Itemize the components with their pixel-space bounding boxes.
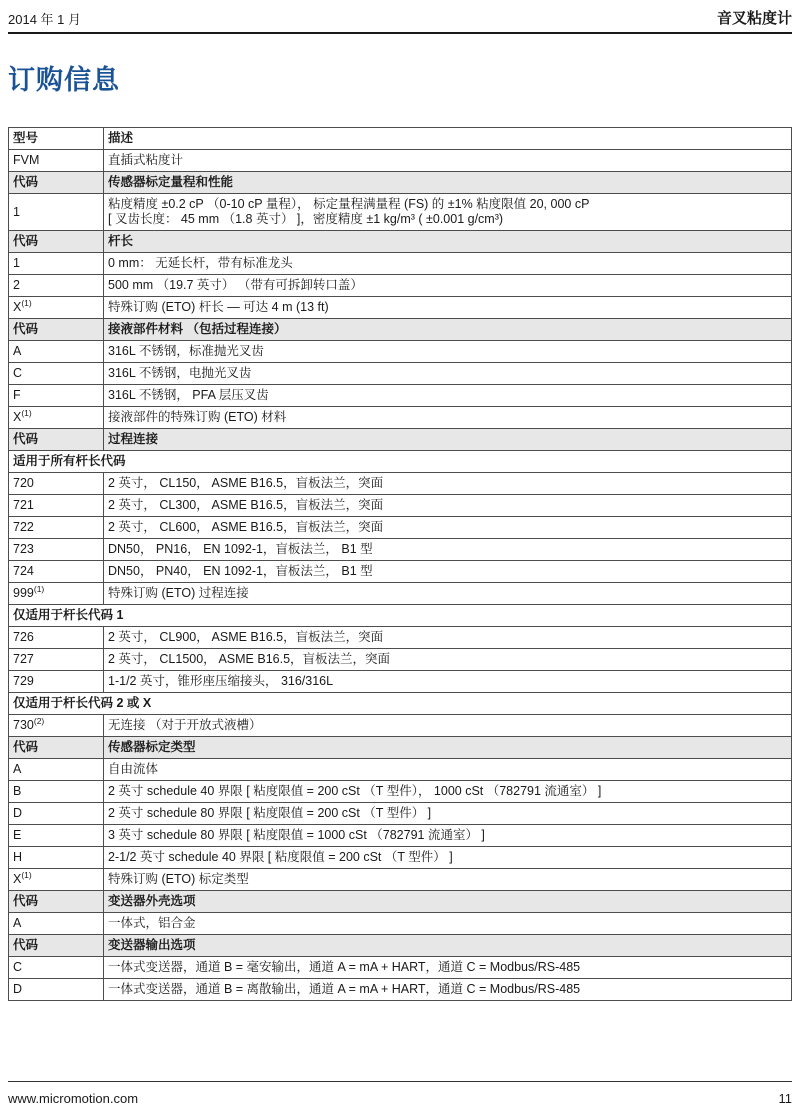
code-text: 代码	[13, 938, 39, 952]
description-cell: 接液部件材料 （包括过程连接）	[104, 319, 792, 341]
description-cell: 接液部件的特殊订购 (ETO) 材料	[104, 407, 792, 429]
description-cell: DN50， PN16， EN 1092-1，盲板法兰， B1 型	[104, 539, 792, 561]
table-row	[9, 979, 792, 1001]
code-text: 722	[13, 520, 34, 534]
table-row	[9, 627, 792, 649]
code-cell	[9, 781, 104, 803]
table-row	[9, 473, 792, 495]
description-cell: 变送器输出选项	[104, 935, 792, 957]
code-cell	[9, 583, 104, 605]
description-line: 粘度精度 ±0.2 cP （0-10 cP 量程）， 标定量程满量程 (FS) 的 ±1% 粘度限值 20, 000 cP	[108, 197, 590, 211]
code-cell	[9, 473, 104, 495]
code-text: A	[13, 344, 22, 358]
table-row	[9, 341, 792, 363]
table-row	[9, 891, 792, 913]
description-cell: 一体式变送器，通道 B = 毫安输出，通道 A = mA + HART，通道 C = Modbus/RS-485	[104, 957, 792, 979]
table-row	[9, 429, 792, 451]
code-cell	[9, 253, 104, 275]
table-row	[9, 583, 792, 605]
description-cell: 2 英寸， CL600， ASME B16.5，盲板法兰，突面	[104, 517, 792, 539]
table-row	[9, 825, 792, 847]
code-cell	[9, 495, 104, 517]
page-header	[8, 0, 792, 34]
description-cell: 传感器标定量程和性能	[104, 172, 792, 194]
table-row	[9, 803, 792, 825]
table-row	[9, 957, 792, 979]
description-cell: 无连接 （对于开放式液槽）	[104, 715, 792, 737]
code-cell	[9, 935, 104, 957]
description-cell: 变送器外壳选项	[104, 891, 792, 913]
code-text: 2	[13, 278, 20, 292]
code-text: 720	[13, 476, 34, 490]
header-product-title: 音叉粘度计	[716, 10, 792, 27]
code-cell	[9, 649, 104, 671]
table-row	[9, 231, 792, 253]
description-cell: 500 mm （19.7 英寸） （带有可拆卸转口盖）	[104, 275, 792, 297]
description-cell: 一体式，铝合金	[104, 913, 792, 935]
description-cell: 2 英寸， CL300， ASME B16.5，盲板法兰，突面	[104, 495, 792, 517]
table-row	[9, 253, 792, 275]
table-row	[9, 869, 792, 891]
description-cell: 3 英寸 schedule 80 界限 [ 粘度限值 = 1000 cSt （782791 流通室） ]	[104, 825, 792, 847]
code-text: 1	[13, 256, 20, 270]
code-cell	[9, 539, 104, 561]
code-text: 726	[13, 630, 34, 644]
code-cell	[9, 429, 104, 451]
code-text: 727	[13, 652, 34, 666]
table-row	[9, 649, 792, 671]
table-row	[9, 297, 792, 319]
table-row	[9, 172, 792, 194]
table-row	[9, 737, 792, 759]
page-title: 订购信息	[8, 65, 120, 95]
description-cell: 2 英寸 schedule 80 界限 [ 粘度限值 = 200 cSt （T 型件） ]	[104, 803, 792, 825]
description-cell: 1-1/2 英寸，锥形座压缩接头， 316/316L	[104, 671, 792, 693]
code-text: E	[13, 828, 22, 842]
code-text: 代码	[13, 322, 39, 336]
code-text: H	[13, 850, 23, 864]
footer-url[interactable]: www.micromotion.com	[8, 1091, 139, 1106]
code-cell	[9, 891, 104, 913]
description-cell: 特殊订购 (ETO) 标定类型	[104, 869, 792, 891]
description-cell: 特殊订购 (ETO) 杆长 — 可达 4 m (13 ft)	[104, 297, 792, 319]
code-cell	[9, 913, 104, 935]
description-cell: 传感器标定类型	[104, 737, 792, 759]
code-cell	[9, 517, 104, 539]
code-cell	[9, 759, 104, 781]
description-cell	[104, 194, 792, 231]
code-text: X	[13, 410, 22, 424]
table-row	[9, 451, 792, 473]
group-label-cell: 仅适用于杆长代码 2 或 X	[9, 693, 792, 715]
footer-page-number: 11	[778, 1091, 792, 1106]
code-text: D	[13, 982, 23, 996]
code-footnote-marker: (2)	[33, 715, 45, 726]
ordering-info-table	[8, 127, 792, 1001]
description-cell: 2 英寸 schedule 40 界限 [ 粘度限值 = 200 cSt （T 型件）， 1000 cSt （782791 流通室） ]	[104, 781, 792, 803]
code-cell	[9, 671, 104, 693]
description-cell: 描述	[104, 128, 792, 150]
code-cell	[9, 341, 104, 363]
table-row	[9, 847, 792, 869]
header-date: 2014 年 1 月	[8, 12, 81, 27]
code-footnote-marker: (1)	[21, 869, 32, 880]
code-text: B	[13, 784, 22, 798]
table-row	[9, 561, 792, 583]
code-text: D	[13, 806, 23, 820]
code-text: 型号	[13, 131, 39, 145]
table-row	[9, 715, 792, 737]
description-cell: 2 英寸， CL1500， ASME B16.5，盲板法兰，突面	[104, 649, 792, 671]
page-footer	[8, 1081, 792, 1114]
code-cell	[9, 231, 104, 253]
table-row	[9, 913, 792, 935]
code-cell	[9, 979, 104, 1001]
code-text: 723	[13, 542, 34, 556]
group-label-cell: 仅适用于杆长代码 1	[9, 605, 792, 627]
code-cell	[9, 803, 104, 825]
code-cell	[9, 869, 104, 891]
description-cell: 316L 不锈钢，标准抛光叉齿	[104, 341, 792, 363]
description-cell: 2-1/2 英寸 schedule 40 界限 [ 粘度限值 = 200 cSt （T 型件） ]	[104, 847, 792, 869]
table-row	[9, 385, 792, 407]
table-row	[9, 935, 792, 957]
group-label-cell: 适用于所有杆长代码	[9, 451, 792, 473]
code-text: 729	[13, 674, 34, 688]
code-cell	[9, 363, 104, 385]
code-cell	[9, 627, 104, 649]
code-cell	[9, 172, 104, 194]
code-footnote-marker: (1)	[21, 407, 32, 418]
table-row	[9, 319, 792, 341]
description-cell: 0 mm： 无延长杆，带有标准龙头	[104, 253, 792, 275]
table-row	[9, 671, 792, 693]
ordering-table-body	[9, 128, 792, 1001]
code-text: C	[13, 960, 23, 974]
table-row	[9, 407, 792, 429]
code-text: A	[13, 916, 22, 930]
code-cell	[9, 957, 104, 979]
code-text: X	[13, 872, 22, 886]
code-text: 1	[13, 204, 20, 219]
table-row	[9, 363, 792, 385]
code-text: C	[13, 366, 23, 380]
code-cell	[9, 825, 104, 847]
code-text: FVM	[13, 153, 40, 167]
description-cell: 自由流体	[104, 759, 792, 781]
description-line: [ 叉齿长度： 45 mm （1.8 英寸） ]，密度精度 ±1 kg/m³ ( ±0.001 g/cm³)	[108, 212, 504, 226]
description-cell: DN50， PN40， EN 1092-1，盲板法兰， B1 型	[104, 561, 792, 583]
table-row	[9, 275, 792, 297]
code-cell	[9, 715, 104, 737]
code-text: 代码	[13, 234, 39, 248]
description-cell: 2 英寸， CL150， ASME B16.5，盲板法兰，突面	[104, 473, 792, 495]
table-row	[9, 194, 792, 231]
code-text: 721	[13, 498, 34, 512]
description-cell: 2 英寸， CL900， ASME B16.5，盲板法兰，突面	[104, 627, 792, 649]
table-row	[9, 495, 792, 517]
code-text: 代码	[13, 740, 39, 754]
code-text: F	[13, 388, 21, 402]
code-footnote-marker: (1)	[33, 583, 45, 594]
description-cell: 过程连接	[104, 429, 792, 451]
code-text: A	[13, 762, 22, 776]
code-cell	[9, 150, 104, 172]
code-cell	[9, 128, 104, 150]
code-text: X	[13, 300, 22, 314]
code-cell	[9, 561, 104, 583]
code-text: 999	[13, 586, 34, 600]
table-row	[9, 781, 792, 803]
table-row	[9, 150, 792, 172]
code-footnote-marker: (1)	[21, 297, 32, 308]
code-text: 代码	[13, 894, 39, 908]
description-cell: 316L 不锈钢，电抛光叉齿	[104, 363, 792, 385]
code-cell	[9, 297, 104, 319]
description-cell: 杆长	[104, 231, 792, 253]
description-cell: 一体式变送器，通道 B = 离散输出，通道 A = mA + HART，通道 C = Modbus/RS-485	[104, 979, 792, 1001]
table-row	[9, 693, 792, 715]
table-row	[9, 128, 792, 150]
description-cell: 直插式粘度计	[104, 150, 792, 172]
code-text: 724	[13, 564, 34, 578]
code-text: 730	[13, 718, 34, 732]
code-cell	[9, 385, 104, 407]
code-cell	[9, 275, 104, 297]
table-row	[9, 517, 792, 539]
description-cell: 特殊订购 (ETO) 过程连接	[104, 583, 792, 605]
code-cell	[9, 407, 104, 429]
code-cell	[9, 194, 104, 231]
table-row	[9, 605, 792, 627]
code-cell	[9, 319, 104, 341]
code-text: 代码	[13, 175, 39, 189]
code-cell	[9, 737, 104, 759]
code-text: 代码	[13, 432, 39, 446]
table-row	[9, 759, 792, 781]
description-cell: 316L 不锈钢， PFA 层压叉齿	[104, 385, 792, 407]
code-cell	[9, 847, 104, 869]
table-row	[9, 539, 792, 561]
